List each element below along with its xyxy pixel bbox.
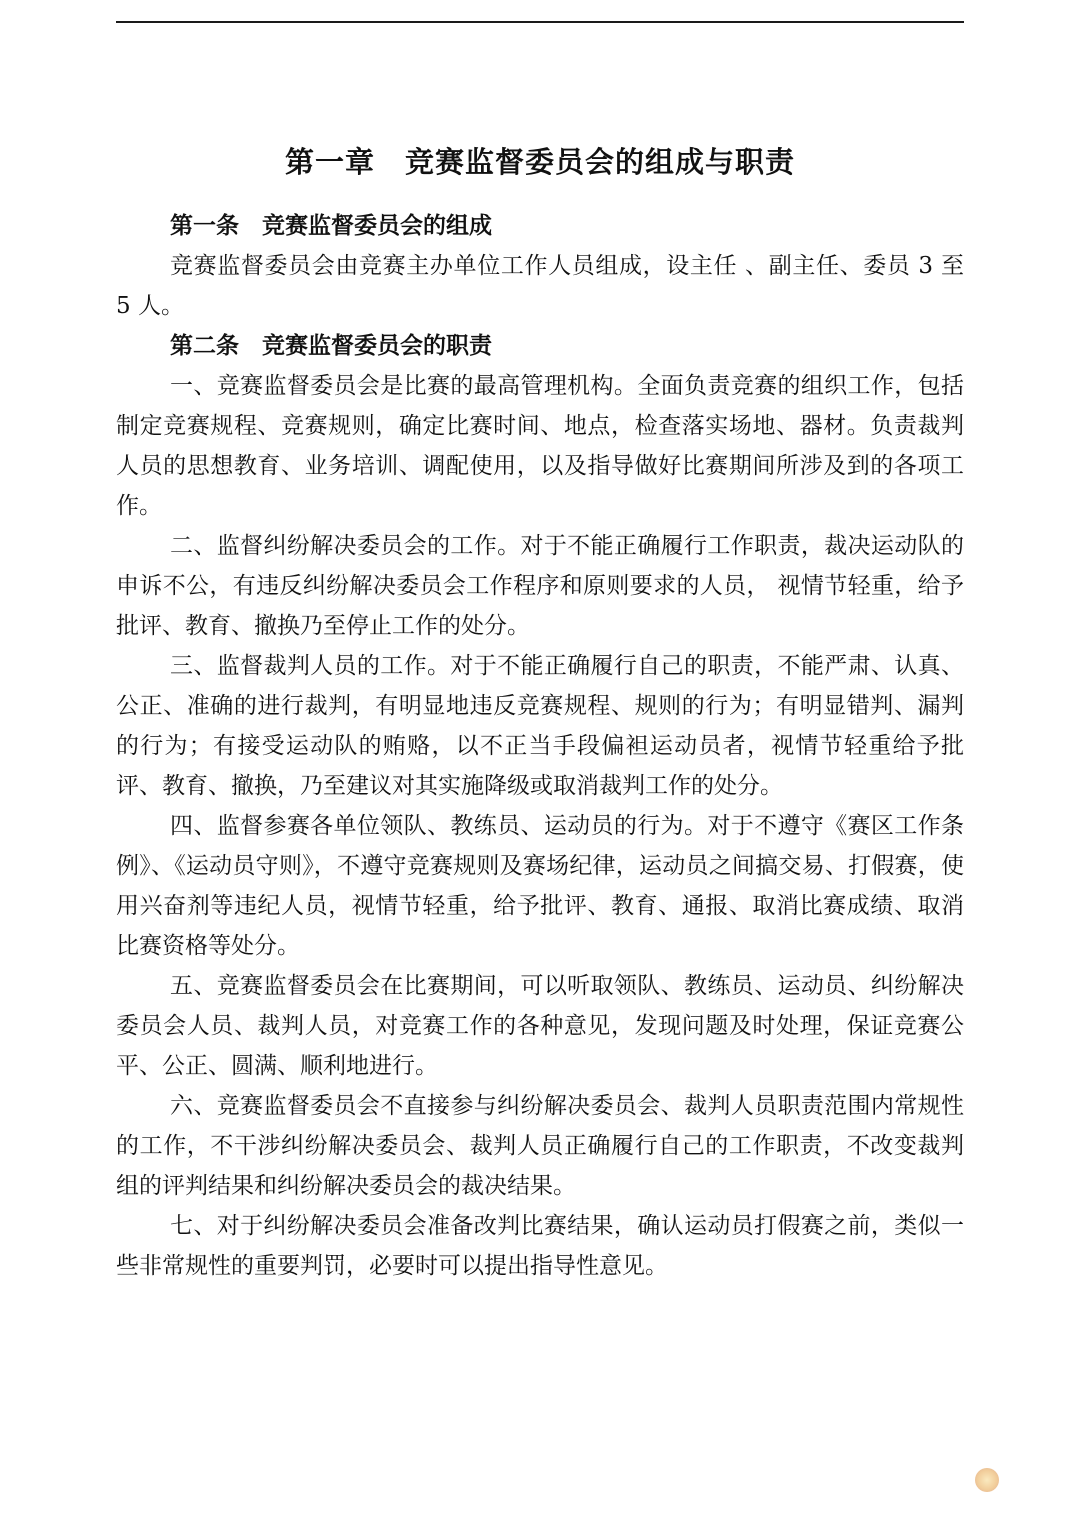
duty-paragraph-7: 七、对于纠纷解决委员会准备改判比赛结果，确认运动员打假赛之前，类似一些非常规性的重要判罚，必要时可以提出指导性意见。 <box>116 1213 964 1279</box>
article-1-paragraph: 竞赛监督委员会由竞赛主办单位工作人员组成，设主任 、副主任、委员 3 至 5 人。 <box>116 253 964 319</box>
document-body <box>116 206 964 1286</box>
article-1-heading: 第一条 竞赛监督委员会的组成 <box>170 213 492 239</box>
duty-paragraph-4: 四、监督参赛各单位领队、教练员、运动员的行为。对于不遵守《赛区工作条例》、《运动员守则》，不遵守竞赛规则及赛场纪律，运动员之间搞交易、打假赛，使用兴奋剂等违纪人员，视情节轻重，给予批评、教育、通报、取消比赛成绩、取消比赛资格等处分。 <box>116 813 964 959</box>
duty-paragraph-3: 三、监督裁判人员的工作。对于不能正确履行自己的职责，不能严肃、认真、公正、准确的进行裁判，有明显地违反竞赛规程、规则的行为；有明显错判、漏判的行为；有接受运动队的贿赂，以不正当手段偏袒运动员者，视情节轻重给予批评、教育、撤换，乃至建议对其实施降级或取消裁判工作的处分。 <box>116 653 964 799</box>
duty-paragraph-1: 一、竞赛监督委员会是比赛的最高管理机构。全面负责竞赛的组织工作，包括制定竞赛规程、竞赛规则，确定比赛时间、地点，检查落实场地、器材。负责裁判人员的思想教育、业务培训、调配使用，以及指导做好比赛期间所涉及到的各项工作。 <box>116 373 964 519</box>
header-rule <box>116 21 964 23</box>
duty-paragraph-5: 五、竞赛监督委员会在比赛期间，可以听取领队、教练员、运动员、纠纷解决委员会人员、裁判人员，对竞赛工作的各种意见，发现问题及时处理，保证竞赛公平、公正、圆满、顺利地进行。 <box>116 973 964 1079</box>
watermark-logo-icon <box>975 1468 999 1492</box>
chapter-title: 第一章 竞赛监督委员会的组成与职责 <box>284 145 795 179</box>
duty-paragraph-2: 二、监督纠纷解决委员会的工作。对于不能正确履行工作职责，裁决运动队的申诉不公，有违反纠纷解决委员会工作程序和原则要求的人员， 视情节轻重，给予批评、教育、撤换乃至停止工作的处分。 <box>116 533 964 639</box>
article-2-heading: 第二条 竞赛监督委员会的职责 <box>170 333 492 359</box>
duty-paragraph-6: 六、竞赛监督委员会不直接参与纠纷解决委员会、裁判人员职责范围内常规性的工作，不干涉纠纷解决委员会、裁判人员正确履行自己的工作职责，不改变裁判组的评判结果和纠纷解决委员会的裁决结果。 <box>116 1093 964 1199</box>
